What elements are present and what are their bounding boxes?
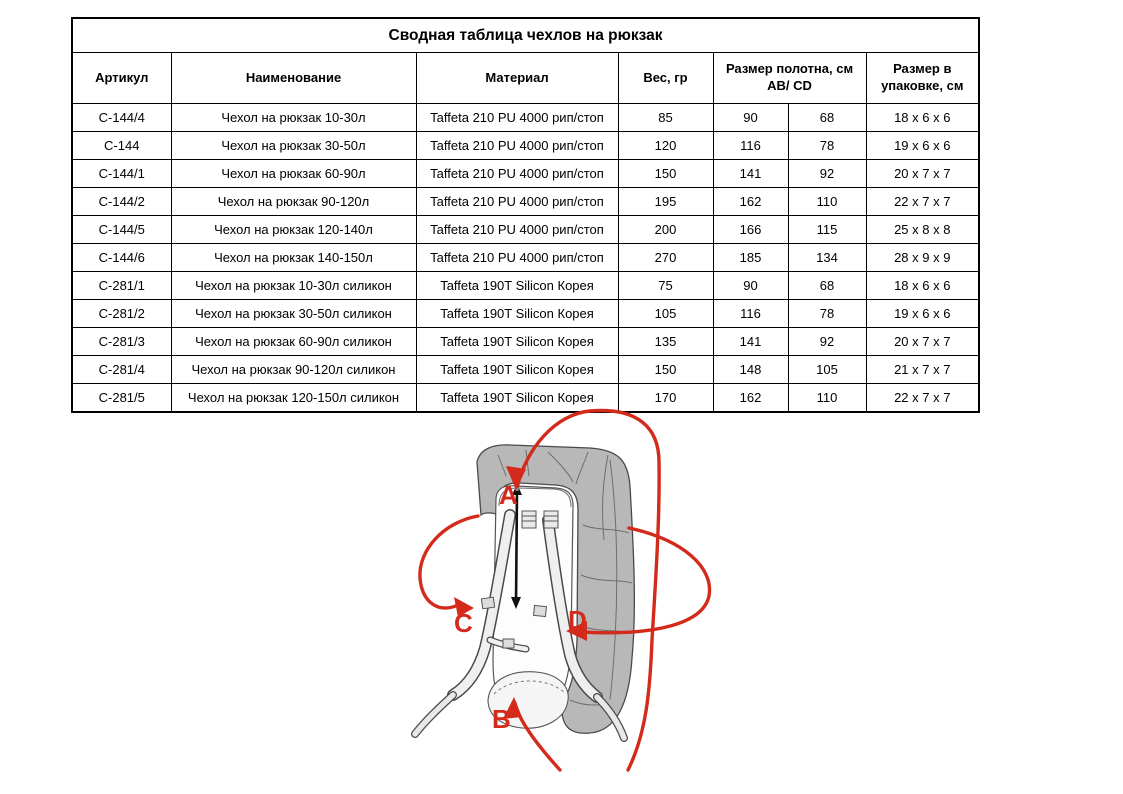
cell-cd: 134	[788, 244, 866, 272]
table-title-row	[72, 18, 979, 53]
table-row	[72, 272, 979, 300]
cell-package: 25 x 8 x 8	[866, 216, 979, 244]
loop-horizontal-left	[420, 516, 478, 608]
cell-name: Чехол на рюкзак 10-30л	[171, 104, 416, 132]
table-title: Сводная таблица чехлов на рюкзак	[72, 18, 979, 53]
cell-package: 21 x 7 x 7	[866, 356, 979, 384]
cell-material: Taffeta 210 PU 4000 рип/стоп	[416, 188, 618, 216]
cell-cd: 105	[788, 356, 866, 384]
cell-articul: С-281/4	[72, 356, 171, 384]
cell-articul: С-144	[72, 132, 171, 160]
cell-articul: С-144/2	[72, 188, 171, 216]
col-header-name: Наименование	[171, 53, 416, 104]
col-header-weight: Вес, гр	[618, 53, 713, 104]
cell-cd: 110	[788, 384, 866, 413]
cell-ab: 141	[713, 328, 788, 356]
cell-weight: 150	[618, 160, 713, 188]
strap-buckle-left	[481, 597, 494, 609]
cell-name: Чехол на рюкзак 30-50л	[171, 132, 416, 160]
cell-weight: 170	[618, 384, 713, 413]
col-header-package-size: Размер в упаковке, см	[866, 53, 979, 104]
cell-cd: 115	[788, 216, 866, 244]
cell-ab: 162	[713, 188, 788, 216]
cell-articul: С-144/4	[72, 104, 171, 132]
cell-name: Чехол на рюкзак 90-120л силикон	[171, 356, 416, 384]
cell-ab: 116	[713, 300, 788, 328]
cell-package: 20 x 7 x 7	[866, 328, 979, 356]
table-row	[72, 132, 979, 160]
label-a: A	[499, 480, 518, 510]
cell-package: 19 x 6 x 6	[866, 300, 979, 328]
strap-buckle-right	[534, 605, 547, 616]
cell-articul: С-281/2	[72, 300, 171, 328]
cell-ab: 90	[713, 272, 788, 300]
cell-package: 19 x 6 x 6	[866, 132, 979, 160]
cell-ab: 141	[713, 160, 788, 188]
cell-name: Чехол на рюкзак 10-30л силикон	[171, 272, 416, 300]
cell-material: Taffeta 210 PU 4000 рип/стоп	[416, 160, 618, 188]
header-line: Размер полотна, см	[725, 61, 854, 77]
table-row	[72, 328, 979, 356]
cell-cd: 68	[788, 272, 866, 300]
cell-weight: 120	[618, 132, 713, 160]
cell-package: 18 x 6 x 6	[866, 104, 979, 132]
cell-name: Чехол на рюкзак 30-50л силикон	[171, 300, 416, 328]
cell-weight: 150	[618, 356, 713, 384]
cell-material: Taffeta 210 PU 4000 рип/стоп	[416, 244, 618, 272]
cell-package: 20 x 7 x 7	[866, 160, 979, 188]
cell-weight: 85	[618, 104, 713, 132]
cell-name: Чехол на рюкзак 60-90л	[171, 160, 416, 188]
label-b: B	[492, 704, 511, 734]
cell-material: Taffeta 210 PU 4000 рип/стоп	[416, 216, 618, 244]
cell-cd: 92	[788, 328, 866, 356]
cell-cd: 92	[788, 160, 866, 188]
cell-name: Чехол на рюкзак 90-120л	[171, 188, 416, 216]
cell-weight: 135	[618, 328, 713, 356]
cell-material: Taffeta 210 PU 4000 рип/стоп	[416, 104, 618, 132]
spec-table	[71, 17, 980, 413]
cell-weight: 270	[618, 244, 713, 272]
table-header-row	[72, 53, 979, 104]
table-row	[72, 244, 979, 272]
cell-cd: 78	[788, 132, 866, 160]
table-row	[72, 188, 979, 216]
cell-name: Чехол на рюкзак 120-140л	[171, 216, 416, 244]
table-row	[72, 300, 979, 328]
cell-weight: 75	[618, 272, 713, 300]
label-d: D	[568, 605, 587, 635]
cell-material: Taffeta 190T Silicon Корея	[416, 356, 618, 384]
cell-articul: С-281/1	[72, 272, 171, 300]
cell-material: Taffeta 210 PU 4000 рип/стоп	[416, 132, 618, 160]
col-header-articul: Артикул	[72, 53, 171, 104]
cell-name: Чехол на рюкзак 120-150л силикон	[171, 384, 416, 413]
cell-package: 22 x 7 x 7	[866, 384, 979, 413]
cell-ab: 162	[713, 384, 788, 413]
cell-weight: 105	[618, 300, 713, 328]
cell-articul: С-144/6	[72, 244, 171, 272]
cell-cd: 110	[788, 188, 866, 216]
cell-articul: С-144/1	[72, 160, 171, 188]
table-row	[72, 160, 979, 188]
cell-cd: 78	[788, 300, 866, 328]
cell-package: 22 x 7 x 7	[866, 188, 979, 216]
cell-ab: 116	[713, 132, 788, 160]
cell-name: Чехол на рюкзак 60-90л силикон	[171, 328, 416, 356]
cell-articul: С-281/3	[72, 328, 171, 356]
cell-name: Чехол на рюкзак 140-150л	[171, 244, 416, 272]
table-row	[72, 104, 979, 132]
cell-package: 18 x 6 x 6	[866, 272, 979, 300]
cell-weight: 195	[618, 188, 713, 216]
cell-cd: 68	[788, 104, 866, 132]
backpack-diagram	[398, 400, 734, 772]
cell-articul: С-144/5	[72, 216, 171, 244]
col-header-material: Материал	[416, 53, 618, 104]
cell-package: 28 x 9 x 9	[866, 244, 979, 272]
cell-material: Taffeta 190T Silicon Корея	[416, 328, 618, 356]
cell-articul: С-281/5	[72, 384, 171, 413]
table-row	[72, 356, 979, 384]
cell-weight: 200	[618, 216, 713, 244]
cell-ab: 90	[713, 104, 788, 132]
cell-ab: 148	[713, 356, 788, 384]
cell-material: Taffeta 190T Silicon Корея	[416, 300, 618, 328]
cell-ab: 166	[713, 216, 788, 244]
table-row	[72, 216, 979, 244]
cell-ab: 185	[713, 244, 788, 272]
cell-material: Taffeta 190T Silicon Корея	[416, 384, 618, 413]
label-c: C	[454, 608, 473, 638]
header-line: АВ/ CD	[767, 78, 812, 93]
cell-material: Taffeta 190T Silicon Корея	[416, 272, 618, 300]
col-header-fabric-size	[713, 53, 866, 104]
